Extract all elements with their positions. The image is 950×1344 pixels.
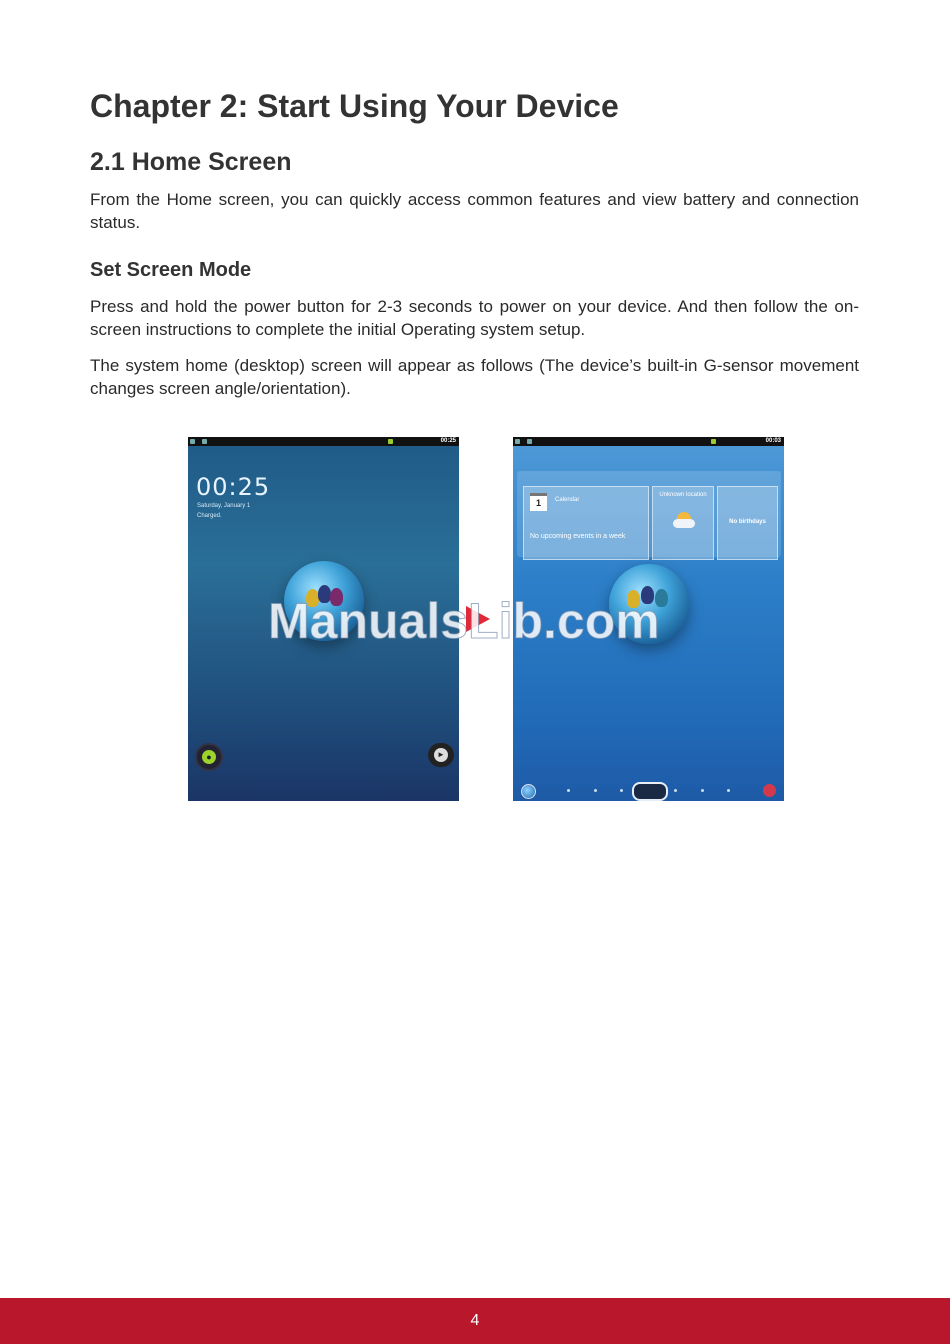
battery-icon (711, 439, 716, 444)
calendar-events: No upcoming events in a week (530, 533, 626, 540)
usb-icon (202, 439, 207, 444)
calendar-title: Calendar (555, 497, 580, 503)
status-bar (513, 437, 784, 446)
page-indicator-dot (701, 789, 704, 792)
page-indicator-dot (620, 789, 623, 792)
app-drawer-icon[interactable] (763, 784, 776, 797)
status-time: 00:25 (440, 438, 456, 444)
subsection-title: Set Screen Mode (90, 259, 252, 281)
page-indicator-dot (567, 789, 570, 792)
page-indicator-dot (727, 789, 730, 792)
paragraph-power-on: Press and hold the power button for 2-3 seconds to power on your device. And then follow the on-screen instructions to complete the initial Operating system setup. (90, 297, 859, 339)
battery-status: Charged. (197, 513, 222, 519)
cloud-icon (673, 519, 695, 528)
birthdays-widget[interactable] (717, 486, 778, 560)
speaker-icon: ► (434, 748, 448, 762)
weather-widget[interactable] (652, 486, 714, 560)
page-number: 4 (470, 1312, 480, 1329)
paragraph-home-screen: The system home (desktop) screen will appear as follows (The device’s built-in G-sensor movement changes screen angle/orientation). (90, 356, 859, 398)
usb-icon (527, 439, 532, 444)
section-title: 2.1 Home Screen (90, 148, 292, 176)
section-intro: From the Home screen, you can quickly access common features and view battery and connection status. (90, 190, 859, 232)
watermark: ManualsLib.com (268, 593, 660, 649)
notification-icon (515, 439, 520, 444)
page-indicator-dot (594, 789, 597, 792)
browser-globe-icon[interactable] (521, 784, 536, 799)
sound-toggle-button[interactable] (428, 743, 454, 767)
calendar-icon: 1 (530, 493, 547, 511)
status-bar (188, 437, 459, 446)
page-indicator-dot (674, 789, 677, 792)
battery-icon (388, 439, 393, 444)
weather-location: Unknown location (659, 492, 707, 498)
notification-icon (190, 439, 195, 444)
status-time: 00:03 (765, 438, 781, 444)
dock-bar (513, 779, 784, 801)
lock-clock: 00:25 (196, 473, 271, 501)
home-button[interactable] (632, 782, 668, 801)
lock-icon: ● (202, 750, 216, 764)
unlock-button[interactable] (195, 743, 223, 771)
chapter-title: Chapter 2: Start Using Your Device (90, 88, 619, 124)
lock-date: Saturday, January 1 (197, 503, 251, 509)
birthdays-text: No birthdays (729, 519, 766, 525)
calendar-widget[interactable] (523, 486, 649, 560)
